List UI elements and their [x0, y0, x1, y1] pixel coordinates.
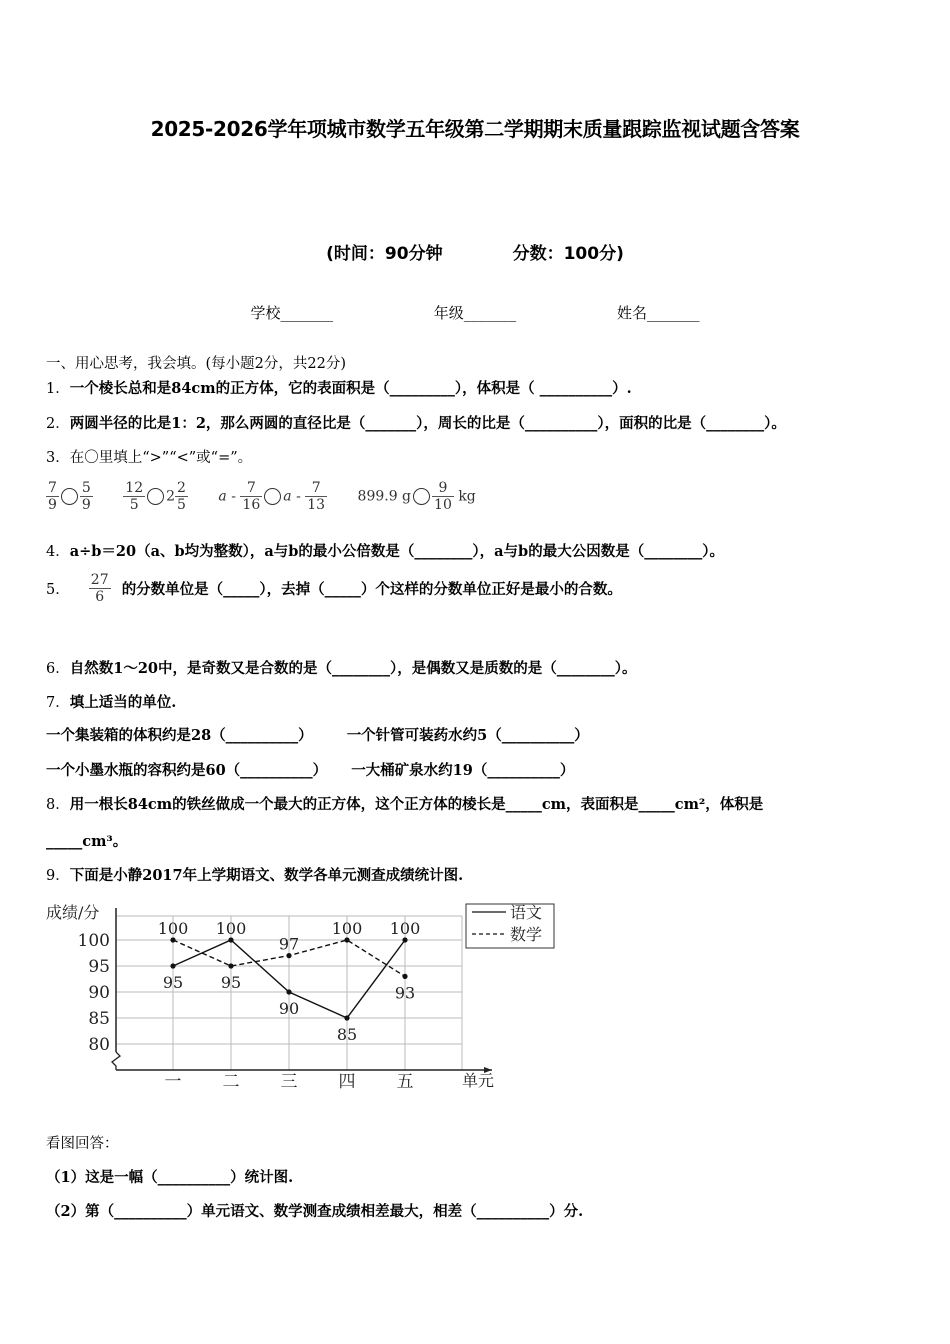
fraction: $\frac{5}{9}$ [81, 480, 91, 513]
whole-number: 2 [166, 488, 176, 505]
data-label: 100 [331, 919, 363, 938]
name-field[interactable]: 姓名_______ [617, 304, 700, 322]
comparison-a [46, 480, 93, 513]
data-point [286, 989, 291, 994]
question-number: 9． [46, 868, 70, 884]
data-label: 90 [278, 999, 300, 1018]
question-text: 自然数1～20中，是奇数又是合数的是（________），是偶数又是质数的是（________）。 [69, 660, 637, 677]
question-number: 4． [46, 544, 70, 560]
x-tick-label: 二 [222, 1072, 240, 1092]
question-9-2: （2）第（__________）单元语文、数学测查成绩相差最大，相差（__________）分. [46, 1203, 584, 1220]
data-label: 93 [394, 983, 416, 1003]
data-point [228, 937, 233, 942]
y-tick-label: 95 [88, 957, 110, 977]
comparison-d [358, 480, 476, 513]
unit: kg [458, 488, 476, 505]
question-number: 3． [46, 450, 70, 466]
question-text: 一个棱长总和是84cm的正方体，它的表面积是（_________），体积是（ __________）. [69, 380, 632, 397]
look-answer: 看图回答： [46, 1136, 119, 1152]
fraction: $\frac{27}{6}$ [90, 572, 109, 605]
y-tick-label: 85 [88, 1009, 110, 1029]
x-tick-label: 一 [164, 1072, 182, 1092]
minus-sign: - [296, 488, 301, 505]
data-label: 85 [336, 1025, 358, 1044]
comparison-b [123, 480, 188, 513]
y-axis-label: 成绩/分 [46, 903, 100, 922]
variable: a [218, 488, 227, 505]
score-label: 分数：100分) [512, 244, 624, 264]
compare-circle[interactable] [61, 488, 78, 505]
legend-items [472, 903, 542, 944]
x-axis-label: 单元 [462, 1071, 495, 1090]
unit-blank-a[interactable]: 一个集装箱的体积约是28（__________） [46, 727, 313, 744]
question-8-cont: _____cm³。 [46, 833, 128, 850]
data-label: 100 [389, 919, 421, 938]
unit-blank-c[interactable]: 一个小墨水瓶的容积约是60（__________） [46, 762, 328, 779]
question-4 [46, 540, 724, 561]
data-point [170, 937, 175, 942]
question-text: 在〇里填上“>”“<”或“=”。 [69, 450, 253, 466]
data-label: 100 [215, 919, 247, 938]
question-8 [46, 793, 763, 814]
data-point [170, 963, 175, 968]
question-2 [46, 412, 786, 433]
comparison-c [218, 480, 327, 513]
question-9 [46, 864, 463, 885]
variable: a [283, 488, 292, 505]
legend-label: 数学 [510, 925, 543, 944]
unit-blank-d[interactable]: 一大桶矿泉水约19（__________） [351, 762, 575, 779]
question-number: 7． [46, 695, 70, 711]
fraction: $\frac{2}{5}$ [177, 480, 186, 513]
fraction: $\frac{12}{5}$ [125, 480, 144, 513]
time-score-line [0, 239, 950, 264]
data-point [402, 974, 407, 979]
question-text: 用一根长84cm的铁丝做成一个最大的正方体，这个正方体的棱长是_____cm，表面积是_____cm²，体积是 [69, 796, 764, 813]
x-tick-label: 四 [338, 1072, 356, 1092]
score-line-chart [44, 898, 543, 1098]
y-tick-label: 90 [88, 983, 110, 1003]
fraction: $\frac{9}{10}$ [434, 480, 452, 513]
question-text: 两圆半径的比是1：2，那么两圆的直径比是（_______），周长的比是（__________），面积的比是（________）。 [69, 415, 786, 432]
grade-field[interactable]: 年级_______ [433, 304, 517, 322]
question-text: 的分数单位是（_____），去掉（_____）个这样的分数单位正好是最小的合数。 [121, 581, 622, 598]
question-number: 5． [46, 582, 70, 598]
question-text: a÷b＝20（a、b均为整数），a与b的最小公倍数是（________），a与b的最大公因数是（________）。 [69, 543, 724, 560]
question-number: 8． [46, 797, 70, 813]
legend-label: 语文 [510, 903, 543, 922]
question-text: 填上适当的单位. [69, 694, 177, 711]
question-7-row-2 [46, 759, 574, 780]
data-label: 100 [157, 919, 189, 938]
data-label: 97 [278, 934, 300, 954]
fraction: $\frac{7}{13}$ [307, 480, 326, 513]
question-5 [46, 572, 622, 605]
x-tick-label: 三 [280, 1072, 298, 1092]
student-info [0, 302, 950, 323]
question-number: 2． [46, 416, 70, 432]
page-title: 2025-2026学年项城市数学五年级第二学期期末质量跟踪监视试题含答案 [150, 117, 800, 141]
fraction: $\frac{7}{9}$ [48, 480, 57, 513]
question-9-1: （1）这是一幅（__________）统计图. [46, 1169, 294, 1186]
data-point [344, 937, 349, 942]
question-6 [46, 657, 637, 678]
comparison-row [46, 480, 502, 513]
section1-heading: 一、用心思考，我会填。(每小题2分，共22分) [46, 356, 346, 372]
question-3 [46, 446, 252, 467]
question-number: 1． [46, 381, 70, 397]
data-point [228, 963, 233, 968]
y-tick-label: 100 [77, 931, 110, 951]
y-tick-labels [78, 931, 110, 1055]
question-text: 下面是小静2017年上学期语文、数学各单元测查成绩统计图. [69, 867, 464, 884]
question-7-row-1 [46, 724, 589, 745]
y-tick-label: 80 [88, 1035, 110, 1055]
compare-circle[interactable] [264, 488, 281, 505]
unit-blank-b[interactable]: 一个针管可装药水约5（__________） [346, 727, 589, 744]
data-point [402, 937, 407, 942]
data-point [344, 1015, 349, 1020]
data-label: 95 [162, 973, 184, 992]
minus-sign: - [231, 488, 236, 505]
x-tick-labels [165, 1072, 414, 1092]
question-number: 6． [46, 661, 70, 677]
school-field[interactable]: 学校_______ [250, 304, 333, 322]
question-1 [46, 377, 632, 398]
x-tick-label: 五 [396, 1072, 414, 1092]
time-label: (时间：90分钟 [326, 244, 443, 264]
compare-circle[interactable] [147, 488, 164, 505]
data-label: 95 [220, 973, 242, 992]
data-point [286, 953, 291, 958]
question-7 [46, 691, 176, 712]
fraction: $\frac{7}{16}$ [242, 480, 261, 513]
mass-value: 899.9 g [357, 488, 412, 505]
compare-circle[interactable] [413, 488, 430, 505]
axis-break [112, 1052, 120, 1070]
